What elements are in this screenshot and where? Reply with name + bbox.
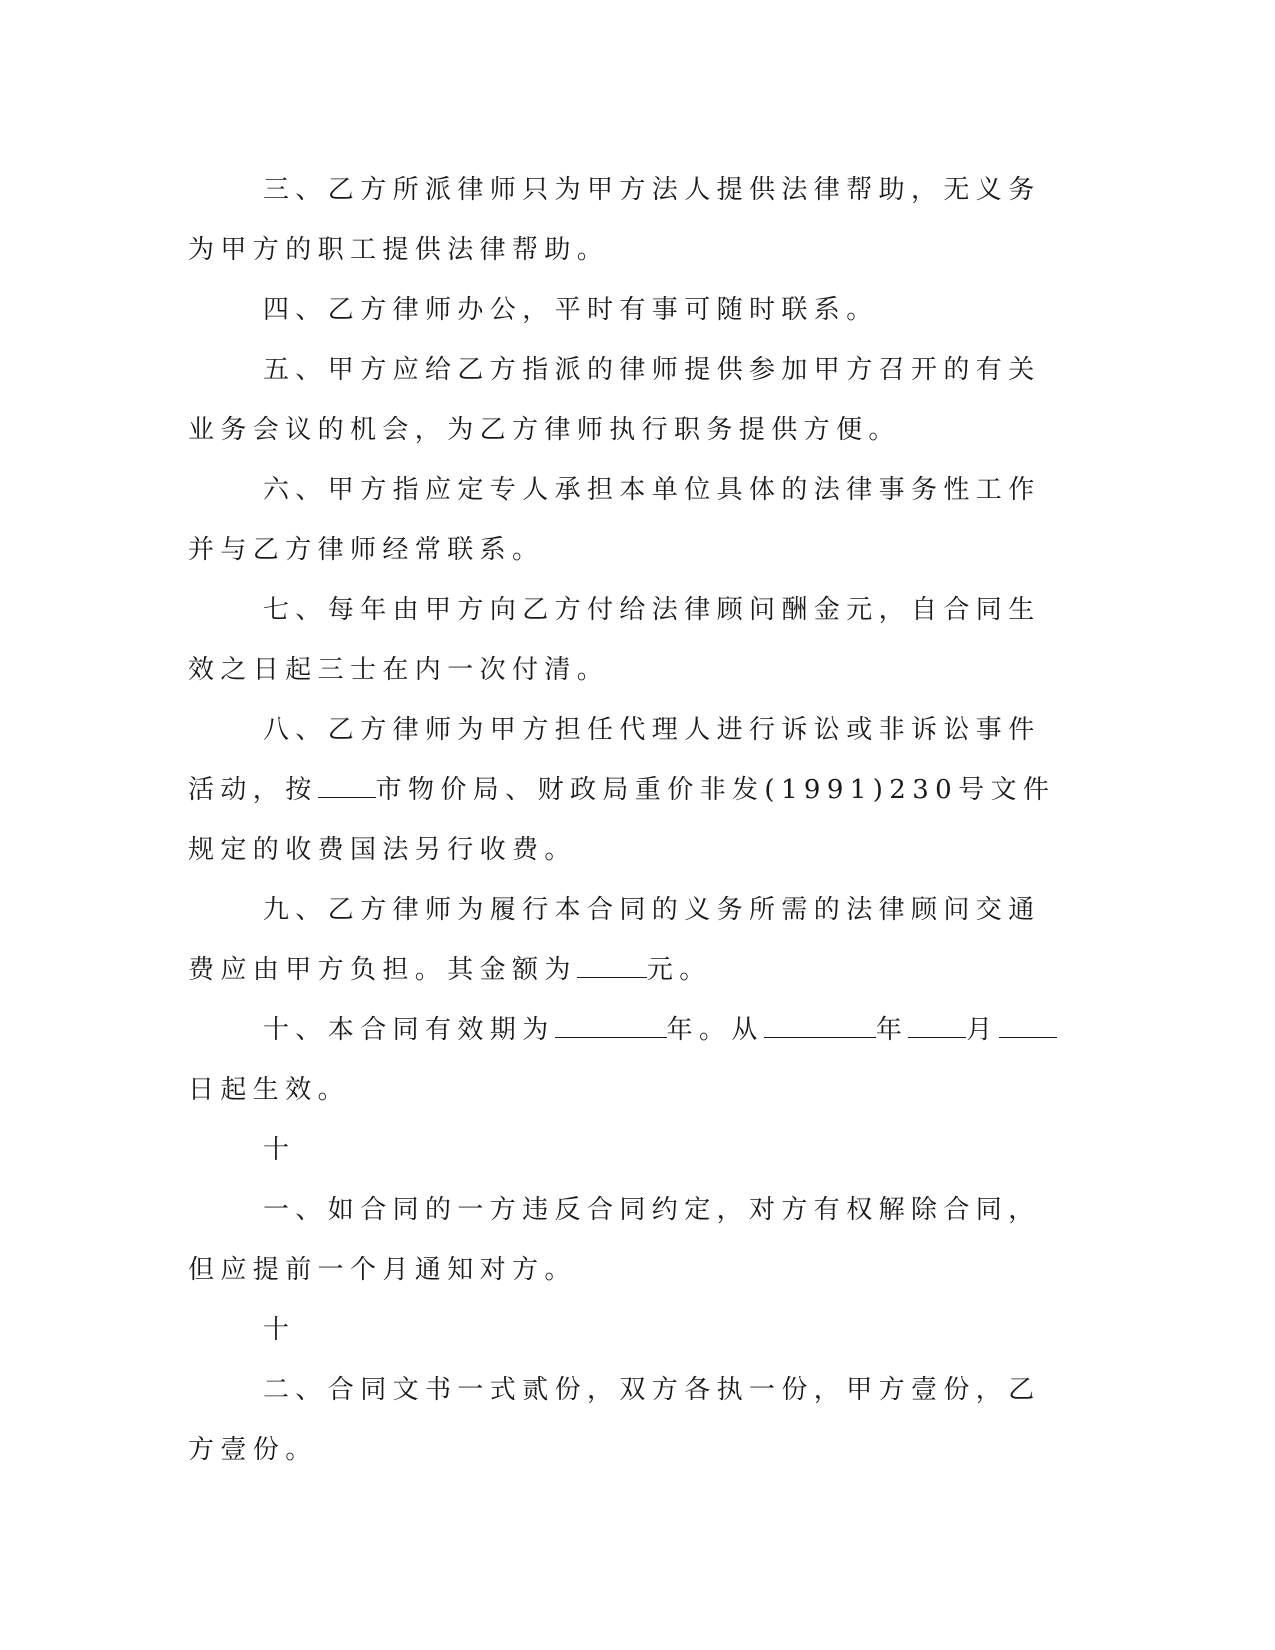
clause-11: 一、如合同的一方违反合同约定，对方有权解除合同，但应提前一个月通知对方。 (188, 1195, 1041, 1285)
clause-10 (188, 1000, 1068, 1120)
clause-4: 四、乙方律师办公，平时有事可随时联系。 (263, 295, 879, 325)
clause-12-heading: 十 (263, 1315, 296, 1345)
clause-11-heading: 十 (263, 1135, 296, 1165)
clause-6: 六、甲方指应定专人承担本单位具体的法律事务性工作并与乙方律师经常联系。 (188, 475, 1041, 565)
fill-blank-term-years (555, 1013, 667, 1038)
clause-10-text-d: 月 (966, 1015, 999, 1045)
clause-12: 二、合同文书一式贰份，双方各执一份，甲方壹份，乙方壹份。 (188, 1375, 1041, 1465)
clause-10-text-c: 年 (875, 1015, 909, 1045)
clause-7: 七、每年由甲方向乙方付给法律顾问酬金元，自合同生效之日起三士在内一次付清。 (188, 595, 1041, 685)
clause-9-text-b: 元。 (646, 955, 712, 985)
clause-10-text-a: 十、本合同有效期为 (263, 1015, 555, 1045)
clause-10-text-e: 日起生效。 (188, 1075, 351, 1105)
clause-8-text-b: 市物价局、财政局重价非发(1991)230号文件规定的收费国法另行收费。 (188, 775, 1056, 865)
fill-blank-start-year (764, 1013, 876, 1038)
contract-body (188, 160, 1068, 1480)
clause-5: 五、甲方应给乙方指派的律师提供参加甲方召开的有关业务会议的机会，为乙方律师执行职务提供方便。 (188, 355, 1041, 445)
clause-8-text-a: 八、乙方律师为甲方担任代理人进行诉讼或非诉讼事件活动，按 (188, 715, 1041, 805)
clause-8 (188, 700, 1068, 880)
clause-3: 三、乙方所派律师只为甲方法人提供法律帮助，无义务为甲方的职工提供法律帮助。 (188, 175, 1041, 265)
fill-blank-city (318, 773, 376, 798)
fill-blank-start-day (999, 1013, 1057, 1038)
clause-9-text-a: 九、乙方律师为履行本合同的义务所需的法律顾问交通费应由甲方负担。其金额为 (188, 895, 1041, 985)
clause-10-text-b: 年。从 (666, 1015, 764, 1045)
clause-9 (188, 880, 1068, 1000)
fill-blank-amount (577, 953, 647, 978)
fill-blank-start-month (908, 1013, 966, 1038)
